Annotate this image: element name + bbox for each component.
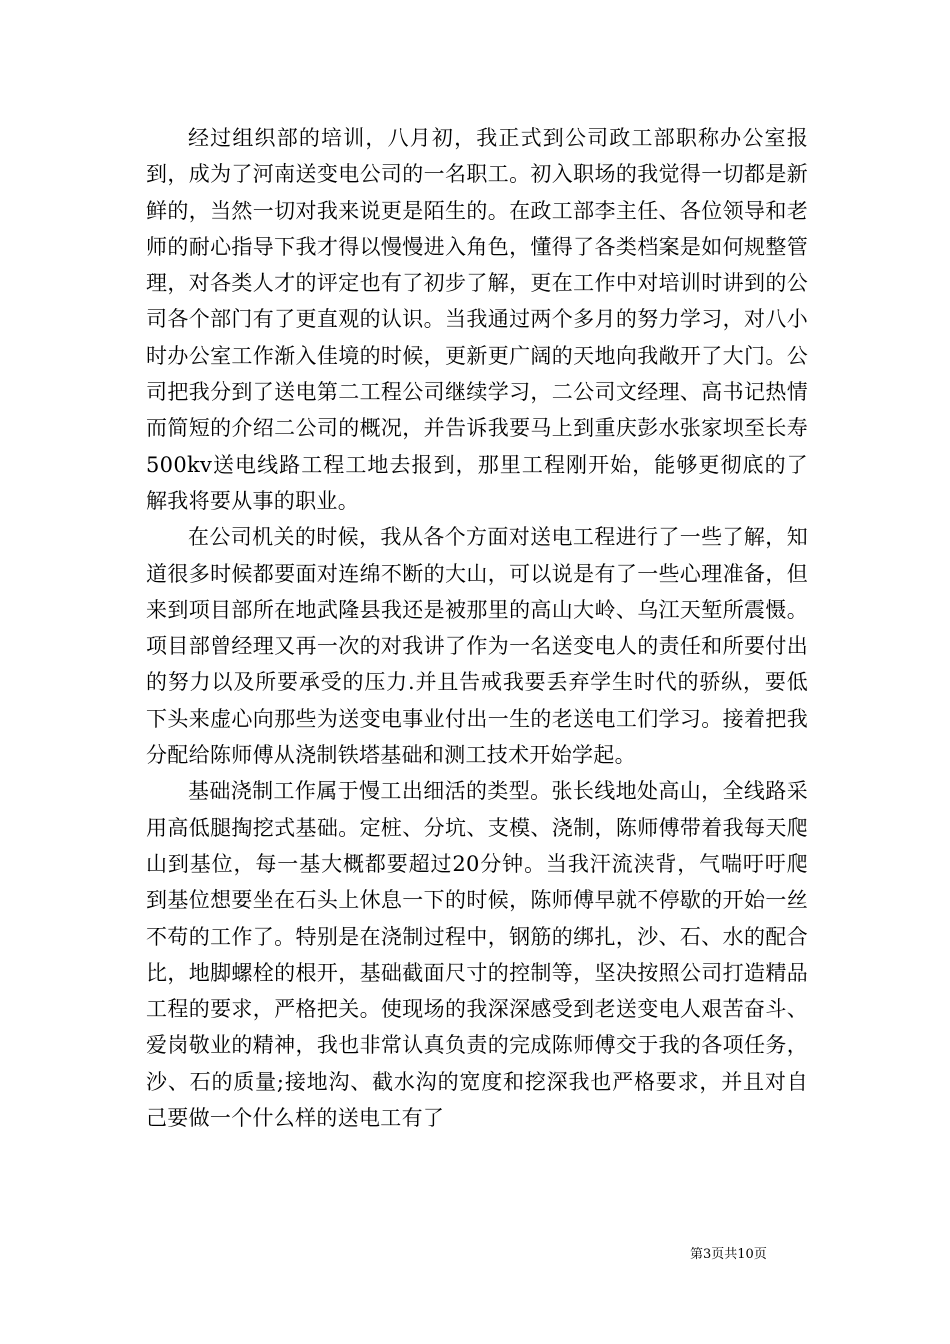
body-text	[146, 120, 808, 1136]
page-number: 第3页共10页	[690, 1247, 767, 1262]
paragraph-1: 经过组织部的培训，八月初，我正式到公司政工部职称办公室报到，成为了河南送变电公司的一名职工。初入职场的我觉得一切都是新鲜的，当然一切对我来说更是陌生的。在政工部李主任、各位领导和老师的耐心指导下我才得以慢慢进入角色，懂得了各类档案是如何规整管理，对各类人才的评定也有了初步了解，更在工作中对培训时讲到的公司各个部门有了更直观的认识。当我通过两个多月的努力学习，对八小时办公室工作渐入佳境的时候，更新更广阔的天地向我敞开了大门。公司把我分到了送电第二工程公司继续学习，二公司文经理、高书记热情而简短的介绍二公司的概况，并告诉我要马上到重庆彭水张家坝至长寿500kv送电线路工程工地去报到，那里工程刚开始，能够更彻底的了解我将要从事的职业。	[146, 126, 808, 513]
paragraph-3: 基础浇制工作属于慢工出细活的类型。张长线地处高山，全线路采用高低腿掏挖式基础。定桩、分坑、支模、浇制，陈师傅带着我每天爬山到基位，每一基大概都要超过20分钟。当我汗流浃背，气喘吁吁爬到基位想要坐在石头上休息一下的时候，陈师傅早就不停歇的开始一丝不苟的工作了。特别是在浇制过程中，钢筋的绑扎，沙、石、水的配合比，地脚螺栓的根开，基础截面尺寸的控制等，坚决按照公司打造精品工程的要求，严格把关。使现场的我深深感受到老送变电人艰苦奋斗、爱岗敬业的精神，我也非常认真负责的完成陈师傅交于我的各项任务，沙、石的质量;接地沟、截水沟的宽度和挖深我也严格要求，并且对自己要做一个什么样的送电工有了	[146, 779, 808, 1131]
paragraph-2: 在公司机关的时候，我从各个方面对送电工程进行了一些了解，知道很多时候都要面对连绵不断的大山，可以说是有了一些心理准备，但来到项目部所在地武隆县我还是被那里的高山大岭、乌江天堑所震慑。项目部曾经理又再一次的对我讲了作为一名送变电人的责任和所要付出的努力以及所要承受的压力.并且告戒我要丢弃学生时代的骄纵，要低下头来虚心向那些为送变电事业付出一生的老送电工们学习。接着把我分配给陈师傅从浇制铁塔基础和测工技术开始学起。	[146, 525, 808, 768]
